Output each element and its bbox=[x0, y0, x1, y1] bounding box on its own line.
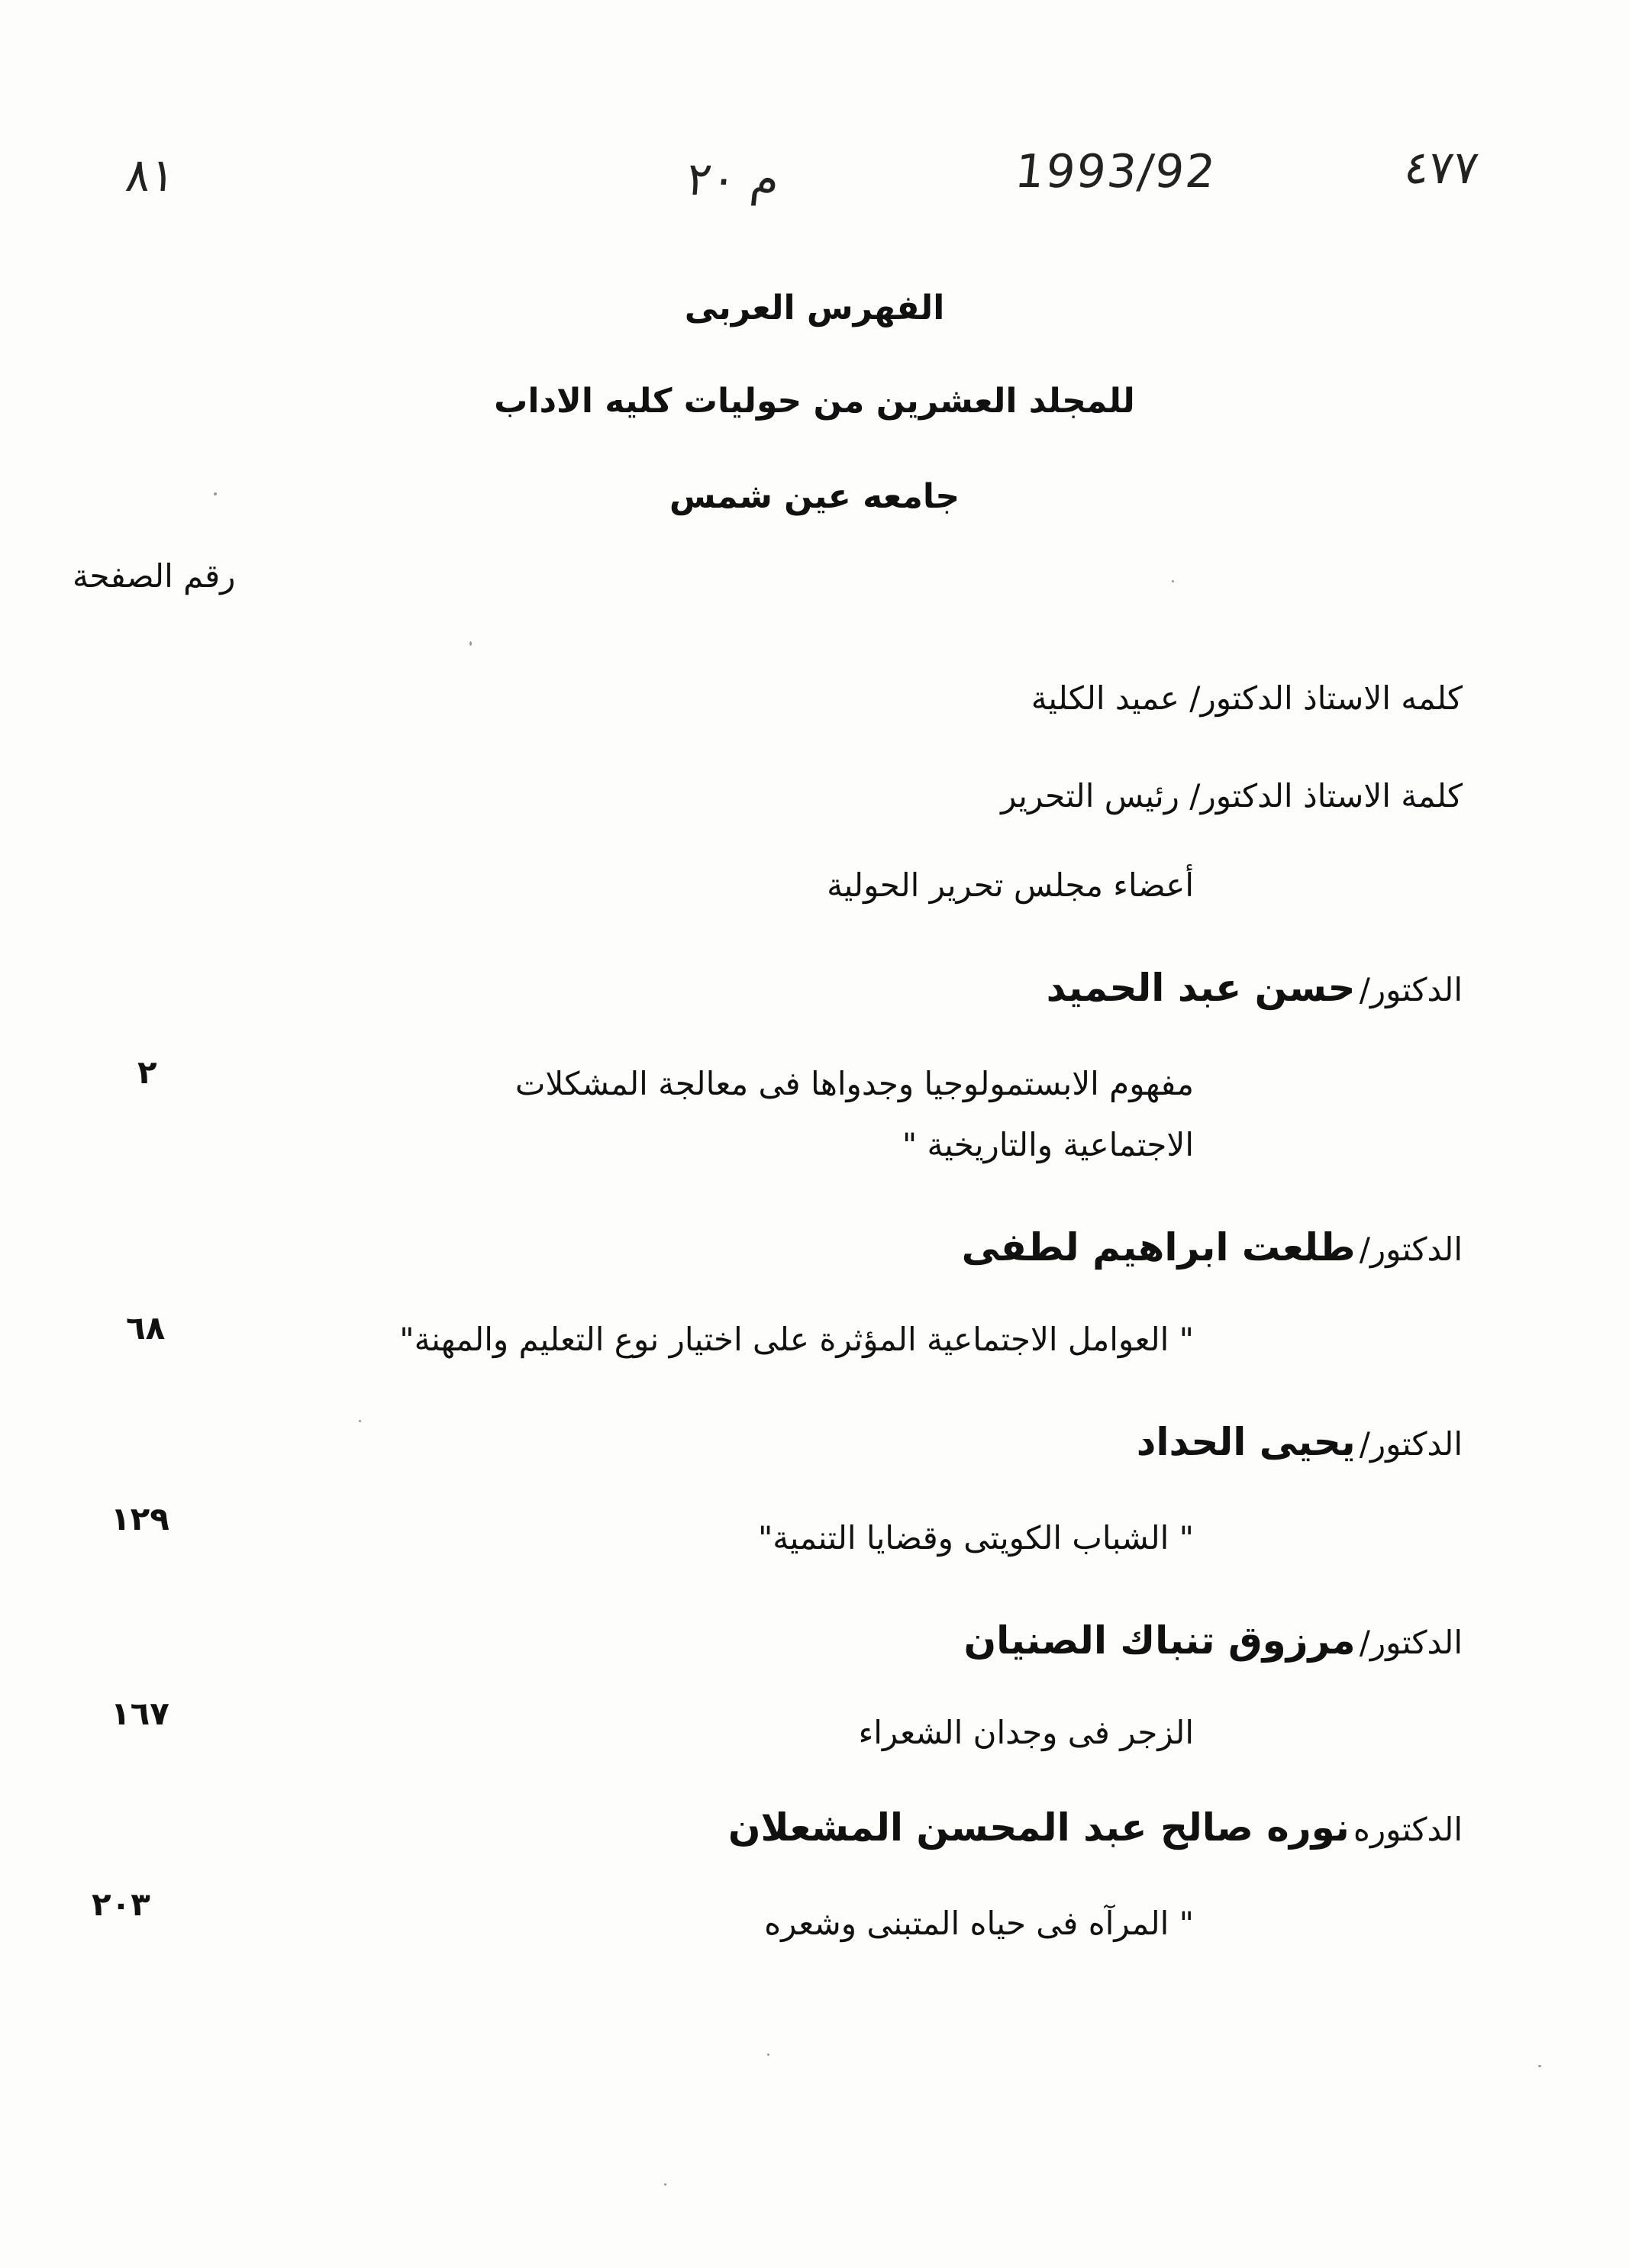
author-name: يحيى الحداد bbox=[1136, 1420, 1356, 1464]
toc-entry-author bbox=[962, 1225, 1463, 1269]
scan-speck bbox=[1172, 580, 1174, 582]
header-mark-right: ٤٧٧ bbox=[1402, 141, 1482, 195]
index-title: الفهرس العربى bbox=[684, 289, 945, 327]
toc-entry-page-number: ٢٠٣ bbox=[92, 1886, 150, 1923]
toc-entry-title-continued: الاجتماعية والتاريخية " bbox=[902, 1126, 1194, 1163]
scan-speck bbox=[1538, 2065, 1541, 2067]
toc-entry-title: الزجر فى وجدان الشعراء bbox=[858, 1714, 1194, 1751]
toc-entry-page-number: ١٢٩ bbox=[111, 1500, 169, 1537]
toc-entry-title: " العوامل الاجتماعية المؤثرة على اختيار نوع التعليم والمهنة" bbox=[399, 1321, 1194, 1358]
author-name: نوره صالح عبد المحسن المشعلان bbox=[727, 1805, 1350, 1850]
toc-entry-author bbox=[1137, 1420, 1463, 1464]
header-mark-left: ٨١ bbox=[123, 149, 179, 202]
front-matter-dean-word: كلمه الاستاذ الدكتور/ عميد الكلية bbox=[1031, 679, 1463, 717]
toc-entry-page-number: ٦٨ bbox=[126, 1309, 166, 1347]
author-prefix: الدكتور/ bbox=[1359, 1425, 1463, 1463]
author-name: طلعت ابراهيم لطفى bbox=[961, 1225, 1356, 1269]
toc-entry-title: " الشباب الكويتى وقضايا التنمية" bbox=[757, 1519, 1194, 1557]
page-number-column-header: رقم الصفحة bbox=[73, 557, 236, 595]
front-matter-editor-word: كلمة الاستاذ الدكتور/ رئيس التحرير bbox=[1001, 777, 1463, 815]
author-name: حسن عبد الحميد bbox=[1046, 966, 1356, 1010]
scan-speck bbox=[469, 641, 472, 646]
toc-entry-page-number: ١٦٧ bbox=[111, 1695, 169, 1732]
author-name: مرزوق تنباك الصنيان bbox=[963, 1618, 1356, 1663]
toc-entry-page-number: ٢ bbox=[137, 1053, 157, 1091]
scan-speck bbox=[214, 492, 217, 495]
scan-speck bbox=[767, 2053, 769, 2056]
toc-entry-author bbox=[1047, 966, 1463, 1010]
scan-speck bbox=[664, 2183, 666, 2186]
toc-entry-author bbox=[728, 1805, 1463, 1850]
author-prefix: الدكتوره bbox=[1353, 1811, 1463, 1848]
header-mark-center: م ٢٠ bbox=[684, 153, 782, 206]
header-mark-year: 1993/92 bbox=[1012, 145, 1219, 198]
toc-entry-title: مفهوم الابستمولوجيا وجدواها فى معالجة المشكلات bbox=[515, 1065, 1194, 1102]
front-matter-editorial-board: أعضاء مجلس تحرير الحولية bbox=[827, 866, 1194, 904]
university-name: جامعه عين شمس bbox=[669, 477, 960, 516]
author-prefix: الدكتور/ bbox=[1359, 1624, 1463, 1661]
scan-speck bbox=[359, 1420, 361, 1422]
author-prefix: الدكتور/ bbox=[1359, 971, 1463, 1008]
author-prefix: الدكتور/ bbox=[1359, 1231, 1463, 1268]
toc-entry-title: " المرآه فى حياه المتبنى وشعره bbox=[764, 1905, 1194, 1942]
volume-subtitle: للمجلد العشرين من حوليات كليه الاداب bbox=[494, 382, 1135, 421]
toc-entry-author bbox=[964, 1618, 1463, 1663]
